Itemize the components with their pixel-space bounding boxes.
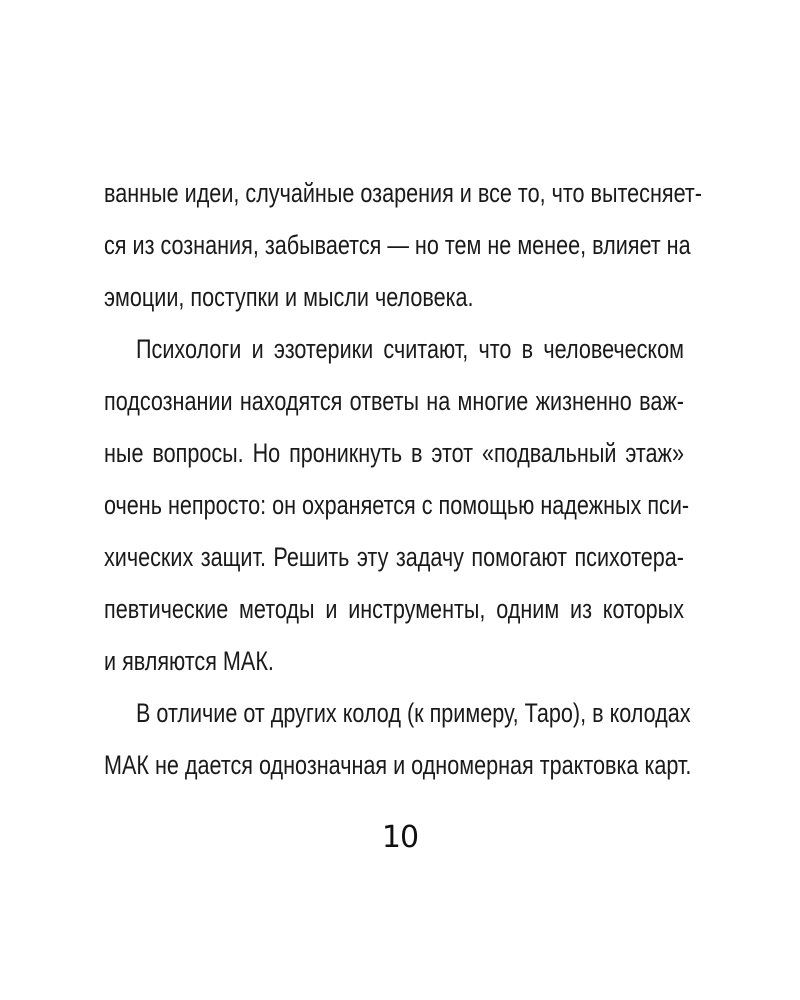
text-line: Психологи и эзотерики считают, что в человеческом [136,334,684,364]
text-line: хических защит. Решить эту задачу помогают психотера- [104,542,684,572]
text-line: ванные идеи, случайные озарения и все то, что вытесняет- [104,178,702,208]
text-line: очень непросто: он охраняется с помощью надежных пси- [104,490,690,520]
text-line: ные вопросы. Но проникнуть в этот «подвальный этаж» [104,438,684,468]
text-line: эмоции, поступки и мысли человека. [104,282,474,312]
text-line: и являются МАК. [104,646,274,676]
text-line: подсознании находятся ответы на многие жизненно важ- [104,386,684,416]
page-number: 10 [381,820,419,855]
text-line: певтические методы и инструменты, одним из которых [104,594,684,624]
text-line: ся из сознания, забывается — но тем не менее, влияет на [104,230,691,260]
text-line: В отличие от других колод (к примеру, Таро), в колодах [136,698,691,728]
page-body-text [104,167,702,791]
text-line: МАК не дается однозначная и одномерная трактовка карт. [104,750,692,780]
